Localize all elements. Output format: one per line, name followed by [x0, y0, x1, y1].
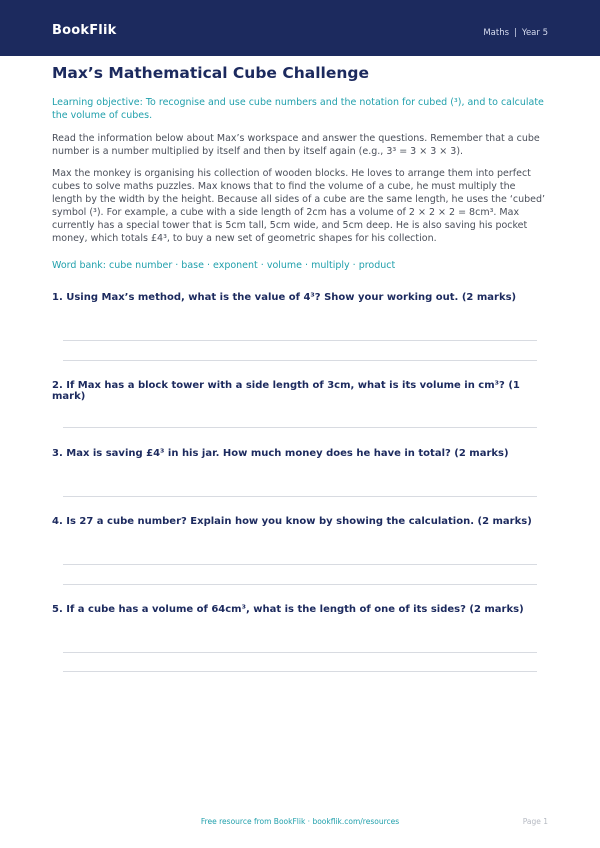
learning-objective: Learning objective: To recognise and use cube numbers and the notation for cubed (³), and to calculate the volume of cubes.	[52, 97, 544, 121]
header-meta	[483, 28, 548, 38]
subject-label: Maths	[483, 28, 510, 38]
page-title: Max’s Mathematical Cube Challenge	[52, 64, 369, 82]
footer-link[interactable]: Free resource from BookFlik · bookflik.com/resources	[200, 817, 400, 826]
answer-line[interactable]	[63, 340, 537, 341]
intro-paragraph: Read the information below about Max’s workspace and answer the questions. Remember that a cube number is a number multiplied by itself and then by itself again (e.g., 3³ = 3 × 3 × 3).	[52, 133, 540, 157]
question-3: 3. Max is saving £4³ in his jar. How much money does he have in total? (2 marks)	[52, 448, 509, 459]
question-1: 1. Using Max’s method, what is the value of 4³? Show your working out. (2 marks)	[52, 292, 517, 303]
question-4: 4. Is 27 a cube number? Explain how you know by showing the calculation. (2 marks)	[52, 516, 532, 527]
brand-logo: BookFlik	[52, 23, 117, 38]
word-bank: Word bank: cube number · base · exponent · volume · multiply · product	[52, 260, 396, 271]
answer-line[interactable]	[63, 427, 537, 428]
answer-line[interactable]	[63, 584, 537, 585]
answer-line[interactable]	[63, 496, 537, 497]
meta-separator: |	[514, 28, 517, 38]
answer-line[interactable]	[63, 564, 537, 565]
page-header	[0, 0, 600, 56]
story-paragraph: Max the monkey is organising his collection of wooden blocks. He loves to arrange them into perfect cubes to solve maths puzzles. Max knows that to find the volume of a cube, he must multiply the length by the width by the height. Because all sides of a cube are the same length, he uses the ‘cubed’ symbol (³). For example, a cube with a side length of 2cm has a volume of 2 × 2 × 2 = 8cm³. Max currently has a special tower that is 5cm tall, 5cm wide, and 5cm deep. He is also saving his pocket money, which totals £4³, to buy a new set of geometric shapes for his collection.	[52, 168, 546, 244]
answer-line[interactable]	[63, 671, 537, 672]
answer-line[interactable]	[63, 360, 537, 361]
answer-line[interactable]	[63, 652, 537, 653]
question-2: 2. If Max has a block tower with a side length of 3cm, what is its volume in cm³? (1 mark)	[52, 380, 520, 402]
year-label: Year 5	[521, 28, 548, 38]
page-number: Page 1	[522, 817, 548, 826]
question-5: 5. If a cube has a volume of 64cm³, what is the length of one of its sides? (2 marks)	[52, 604, 524, 615]
